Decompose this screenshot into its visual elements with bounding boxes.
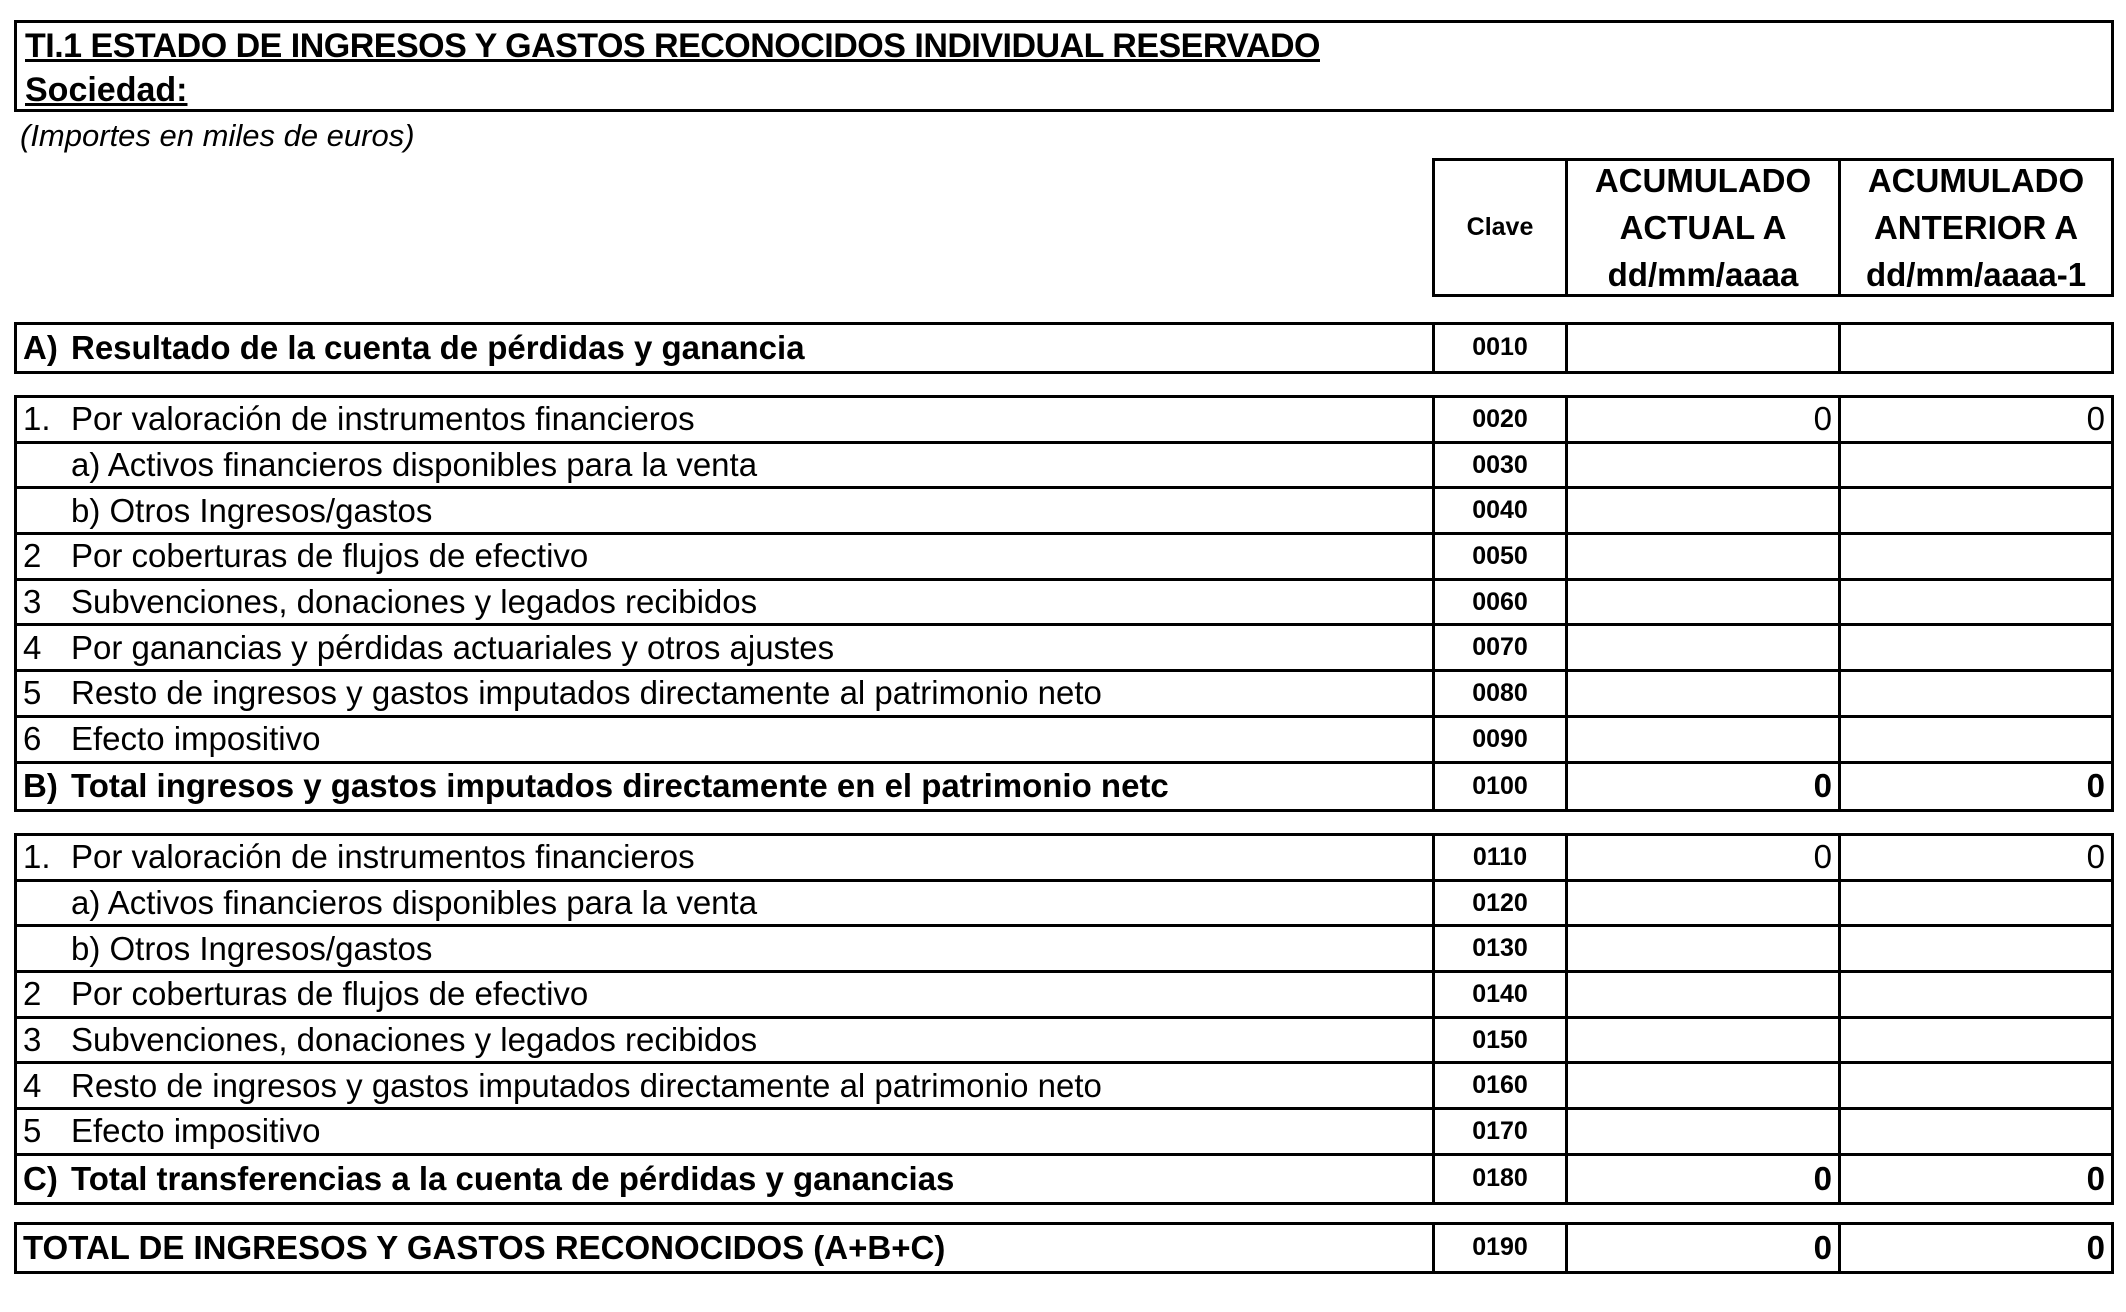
row-clave: 0060 — [1435, 581, 1568, 624]
row-label: Por coberturas de flujos de efectivo — [71, 537, 589, 575]
row-value-actual[interactable]: 0 — [1568, 836, 1841, 879]
row-value-actual[interactable] — [1568, 489, 1841, 532]
row-label-cell — [17, 927, 1435, 970]
table-row — [17, 927, 2111, 973]
row-label-cell — [17, 836, 1435, 879]
row-value-actual[interactable]: 0 — [1568, 1225, 1841, 1271]
row-clave: 0040 — [1435, 489, 1568, 532]
table-row — [17, 444, 2111, 490]
row-clave: 0150 — [1435, 1019, 1568, 1062]
row-number: 5 — [23, 1112, 42, 1150]
row-value-actual[interactable]: 0 — [1568, 1156, 1841, 1202]
row-value-actual[interactable] — [1568, 1110, 1841, 1153]
units-note: (Importes en miles de euros) — [20, 118, 415, 153]
row-clave: 0140 — [1435, 973, 1568, 1016]
row-label-cell — [17, 444, 1435, 487]
row-label: Por valoración de instrumentos financieros — [71, 838, 695, 876]
table-row — [17, 535, 2111, 581]
row-number: A) — [23, 328, 58, 366]
column-header-anterior-line: ANTERIOR A — [1873, 209, 2079, 246]
column-header-actual-line: ACTUAL A — [1619, 209, 1787, 246]
table-row — [17, 764, 2111, 810]
table-row — [17, 836, 2111, 882]
row-clave: 0090 — [1435, 718, 1568, 761]
row-label: Total transferencias a la cuenta de pérdidas y ganancias — [71, 1159, 955, 1197]
row-value-actual[interactable] — [1568, 444, 1841, 487]
table-row — [17, 1064, 2111, 1110]
row-number: 5 — [23, 674, 42, 712]
column-header-anterior — [1841, 161, 2111, 294]
row-value-anterior[interactable]: 0 — [2086, 767, 2105, 805]
table-row — [17, 718, 2111, 764]
row-label-cell — [17, 764, 1435, 810]
row-label-cell — [17, 672, 1435, 715]
row-number: 3 — [23, 583, 42, 621]
table-row — [17, 882, 2111, 928]
row-value-anterior[interactable]: 0 — [2086, 1228, 2105, 1266]
row-clave: 0180 — [1435, 1156, 1568, 1202]
row-label-cell — [17, 535, 1435, 578]
row-clave: 0020 — [1435, 398, 1568, 441]
row-number: 1. — [23, 838, 51, 876]
row-value-actual[interactable] — [1568, 535, 1841, 578]
row-label-cell — [17, 1156, 1435, 1202]
row-label: Por valoración de instrumentos financieros — [71, 400, 695, 438]
row-value-anterior[interactable]: 0 — [2086, 1159, 2105, 1197]
table-row — [17, 581, 2111, 627]
row-value-actual[interactable] — [1568, 1019, 1841, 1062]
row-value-anterior[interactable] — [1841, 718, 2111, 761]
report-title-box — [14, 20, 2114, 112]
table-row — [17, 672, 2111, 718]
row-value-anterior[interactable]: 0 — [2086, 400, 2105, 438]
column-header-actual-line: ACUMULADO — [1594, 162, 1812, 199]
row-value-anterior[interactable] — [1841, 1019, 2111, 1062]
row-label: Total ingresos y gastos imputados directamente en el patrimonio netc — [71, 767, 1169, 805]
row-number: 4 — [23, 628, 42, 666]
row-label-cell — [17, 1225, 1435, 1271]
row-value-anterior[interactable]: 0 — [2086, 838, 2105, 876]
statement-section — [14, 395, 2114, 812]
row-clave: 0050 — [1435, 535, 1568, 578]
row-label-cell — [17, 489, 1435, 532]
column-header — [1432, 158, 2114, 297]
row-clave: 0010 — [1435, 325, 1568, 371]
column-header-clave: Clave — [1435, 161, 1568, 294]
row-value-actual[interactable] — [1568, 672, 1841, 715]
row-clave: 0030 — [1435, 444, 1568, 487]
table-row — [17, 973, 2111, 1019]
row-number: 2 — [23, 975, 42, 1013]
row-value-anterior[interactable] — [1841, 325, 2111, 371]
row-label: Resto de ingresos y gastos imputados directamente al patrimonio neto — [71, 1066, 1102, 1104]
row-clave: 0130 — [1435, 927, 1568, 970]
row-label-cell — [17, 973, 1435, 1016]
row-clave: 0080 — [1435, 672, 1568, 715]
row-clave: 0120 — [1435, 882, 1568, 925]
row-label: Resto de ingresos y gastos imputados directamente al patrimonio neto — [71, 674, 1102, 712]
row-value-anterior[interactable] — [1841, 489, 2111, 532]
row-label: Efecto impositivo — [71, 720, 321, 758]
row-value-actual[interactable] — [1568, 626, 1841, 669]
row-label-cell — [17, 1110, 1435, 1153]
statement-section — [14, 322, 2114, 374]
row-label-cell — [17, 325, 1435, 371]
row-label: Por ganancias y pérdidas actuariales y otros ajustes — [71, 628, 835, 666]
row-value-anterior[interactable] — [1841, 672, 2111, 715]
table-row — [17, 489, 2111, 535]
row-label: Resultado de la cuenta de pérdidas y ganancia — [71, 328, 805, 366]
row-label: a) Activos financieros disponibles para la venta — [71, 446, 758, 484]
row-number: 3 — [23, 1021, 42, 1059]
table-row — [17, 1110, 2111, 1156]
statement-section — [14, 833, 2114, 1205]
row-label-cell — [17, 718, 1435, 761]
row-value-actual[interactable]: 0 — [1568, 398, 1841, 441]
row-value-anterior[interactable] — [1841, 444, 2111, 487]
row-label-cell — [17, 1064, 1435, 1107]
row-number: B) — [23, 767, 58, 805]
row-label: Subvenciones, donaciones y legados recibidos — [71, 1021, 758, 1059]
row-value-actual[interactable] — [1568, 581, 1841, 624]
row-clave: 0190 — [1435, 1225, 1568, 1271]
row-number: 1. — [23, 400, 51, 438]
row-clave: 0160 — [1435, 1064, 1568, 1107]
column-header-anterior-line: dd/mm/aaaa-1 — [1865, 256, 2087, 293]
row-value-actual[interactable] — [1568, 882, 1841, 925]
row-value-anterior[interactable] — [1841, 973, 2111, 1016]
row-label-cell — [17, 398, 1435, 441]
row-value-actual[interactable] — [1568, 1064, 1841, 1107]
row-clave: 0110 — [1435, 836, 1568, 879]
row-value-anterior[interactable] — [1841, 1110, 2111, 1153]
row-value-actual[interactable]: 0 — [1568, 764, 1841, 810]
row-value-actual[interactable] — [1568, 325, 1841, 371]
row-clave: 0170 — [1435, 1110, 1568, 1153]
company-label: Sociedad: — [25, 71, 188, 109]
row-value-actual[interactable] — [1568, 927, 1841, 970]
row-value-actual[interactable] — [1568, 718, 1841, 761]
table-row — [17, 325, 2111, 371]
row-clave: 0070 — [1435, 626, 1568, 669]
row-value-anterior[interactable] — [1841, 535, 2111, 578]
row-label: TOTAL DE INGRESOS Y GASTOS RECONOCIDOS (A+B+C) — [23, 1228, 946, 1266]
row-label-cell — [17, 1019, 1435, 1062]
row-number: 6 — [23, 720, 42, 758]
table-row — [17, 1019, 2111, 1065]
row-label: Subvenciones, donaciones y legados recibidos — [71, 583, 758, 621]
row-clave: 0100 — [1435, 764, 1568, 810]
row-number: C) — [23, 1159, 58, 1197]
table-row — [17, 1156, 2111, 1202]
row-number: 2 — [23, 537, 42, 575]
row-label: b) Otros Ingresos/gastos — [71, 491, 433, 529]
row-value-anterior[interactable] — [1841, 1064, 2111, 1107]
column-header-actual — [1568, 161, 1841, 294]
row-number: 4 — [23, 1066, 42, 1104]
row-label-cell — [17, 626, 1435, 669]
row-label-cell — [17, 882, 1435, 925]
statement-section — [14, 1222, 2114, 1274]
row-label: Efecto impositivo — [71, 1112, 321, 1150]
column-header-actual-line: dd/mm/aaaa — [1607, 256, 1799, 293]
table-row — [17, 626, 2111, 672]
table-row — [17, 398, 2111, 444]
row-value-anterior[interactable] — [1841, 581, 2111, 624]
row-label-cell — [17, 581, 1435, 624]
row-value-actual[interactable] — [1568, 973, 1841, 1016]
column-header-anterior-line: ACUMULADO — [1867, 162, 2085, 199]
row-value-anterior[interactable] — [1841, 927, 2111, 970]
row-value-anterior[interactable] — [1841, 626, 2111, 669]
report-title: TI.1 ESTADO DE INGRESOS Y GASTOS RECONOCIDOS INDIVIDUAL RESERVADO — [25, 27, 1320, 65]
row-label: a) Activos financieros disponibles para la venta — [71, 884, 758, 922]
row-label: Por coberturas de flujos de efectivo — [71, 975, 589, 1013]
table-row — [17, 1225, 2111, 1271]
row-label: b) Otros Ingresos/gastos — [71, 929, 433, 967]
row-value-anterior[interactable] — [1841, 882, 2111, 925]
